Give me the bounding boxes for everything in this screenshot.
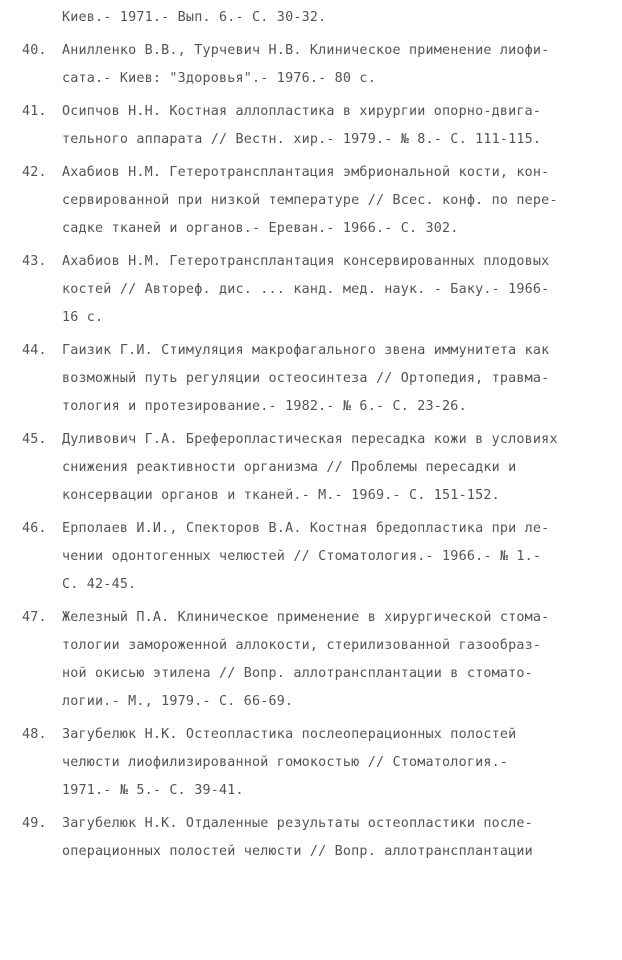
reference-line xyxy=(0,660,622,688)
reference-text: Гаизик Г.И. Стимуляция макрофагального звена иммунитета как xyxy=(62,343,550,358)
reference-text: Загубелюк Н.К. Остеопластика послеоперационных полостей xyxy=(62,727,517,742)
reference-line xyxy=(0,187,622,215)
reference-text: 1971.- № 5.- С. 39-41. xyxy=(62,783,244,798)
reference-line xyxy=(0,37,622,65)
reference-number: 46. xyxy=(22,521,47,536)
reference-entry-45 xyxy=(0,426,622,515)
reference-number: 49. xyxy=(22,816,47,831)
reference-text: челюсти лиофилизированной гомокостью // Стоматология.- xyxy=(62,755,509,770)
reference-line xyxy=(0,632,622,660)
reference-line xyxy=(0,838,622,866)
reference-entry-41 xyxy=(0,98,622,159)
reference-text: Дуливович Г.А. Бреферопластическая пересадка кожи в условиях xyxy=(62,432,558,447)
reference-line xyxy=(0,126,622,154)
reference-line xyxy=(0,810,622,838)
reference-text: снижения реактивности организма // Проблемы пересадки и xyxy=(62,460,517,475)
reference-number: 43. xyxy=(22,254,47,269)
reference-text: сата.- Киев: "Здоровья".- 1976.- 80 с. xyxy=(62,71,376,86)
reference-line xyxy=(0,749,622,777)
reference-line xyxy=(0,393,622,421)
reference-text: ной окисью этилена // Вопр. аллотрансплантации в стомато- xyxy=(62,666,533,681)
reference-number: 42. xyxy=(22,165,47,180)
reference-entry-44 xyxy=(0,337,622,426)
reference-entry-47 xyxy=(0,604,622,721)
reference-entry-40 xyxy=(0,37,622,98)
reference-text: Осипчов Н.Н. Костная аллопластика в хирургии опорно-двига- xyxy=(62,104,542,119)
reference-text: С. 42-45. xyxy=(62,577,137,592)
reference-line xyxy=(0,721,622,749)
reference-entry-49 xyxy=(0,810,622,871)
reference-number: 45. xyxy=(22,432,47,447)
reference-number: 48. xyxy=(22,727,47,742)
reference-number: 47. xyxy=(22,610,47,625)
reference-line xyxy=(0,159,622,187)
reference-list xyxy=(0,4,622,871)
reference-line xyxy=(0,215,622,243)
reference-text: возможный путь регуляции остеосинтеза // Ортопедия, травма- xyxy=(62,371,550,386)
reference-text: садке тканей и органов.- Ереван.- 1966.- С. 302. xyxy=(62,221,459,236)
reference-text: тельного аппарата // Вестн. хир.- 1979.- № 8.- С. 111-115. xyxy=(62,132,542,147)
reference-text: тологии замороженной аллокости, стерилизованной газообраз- xyxy=(62,638,542,653)
reference-line xyxy=(0,276,622,304)
reference-number: 41. xyxy=(22,104,47,119)
reference-text: чении одонтогенных челюстей // Стоматология.- 1966.- № 1.- xyxy=(62,549,542,564)
reference-line xyxy=(0,98,622,126)
reference-line xyxy=(0,543,622,571)
reference-line xyxy=(0,337,622,365)
reference-line xyxy=(0,482,622,510)
reference-line xyxy=(0,604,622,632)
reference-line xyxy=(0,515,622,543)
reference-text: сервированной при низкой температуре // Всес. конф. по пере- xyxy=(62,193,558,208)
reference-line xyxy=(0,571,622,599)
reference-text: 16 с. xyxy=(62,310,104,325)
reference-text: тология и протезирование.- 1982.- № 6.- С. 23-26. xyxy=(62,399,467,414)
reference-text: консервации органов и тканей.- М.- 1969.- С. 151-152. xyxy=(62,488,500,503)
reference-text: костей // Автореф. дис. ... канд. мед. наук. - Баку.- 1966- xyxy=(62,282,550,297)
reference-entry-46 xyxy=(0,515,622,604)
reference-line xyxy=(0,365,622,393)
reference-entry-48 xyxy=(0,721,622,810)
reference-entry-43 xyxy=(0,248,622,337)
reference-text: Ахабиов Н.М. Гетеротрансплантация консервированных плодовых xyxy=(62,254,550,269)
reference-line xyxy=(0,248,622,276)
reference-text: Киев.- 1971.- Вып. 6.- С. 30-32. xyxy=(62,10,327,25)
reference-line xyxy=(0,304,622,332)
reference-entry-42 xyxy=(0,159,622,248)
reference-line xyxy=(0,688,622,716)
reference-text: Ахабиов Н.М. Гетеротрансплантация эмбриональной кости, кон- xyxy=(62,165,550,180)
reference-text: Загубелюк Н.К. Отдаленные результаты остеопластики после- xyxy=(62,816,533,831)
reference-line xyxy=(0,426,622,454)
reference-number: 40. xyxy=(22,43,47,58)
reference-number: 44. xyxy=(22,343,47,358)
reference-entry-partial xyxy=(0,4,622,37)
reference-text: операционных полостей челюсти // Вопр. аллотрансплантации xyxy=(62,844,533,859)
reference-text: Железный П.А. Клиническое применение в хирургической стома- xyxy=(62,610,550,625)
reference-text: логии.- М., 1979.- С. 66-69. xyxy=(62,694,294,709)
reference-line xyxy=(0,454,622,482)
reference-line xyxy=(0,777,622,805)
reference-line xyxy=(0,65,622,93)
reference-text: Анилленко В.В., Турчевич Н.В. Клиническое применение лиофи- xyxy=(62,43,550,58)
reference-line xyxy=(0,4,622,32)
reference-text: Ерполаев И.И., Спекторов В.А. Костная бредопластика при ле- xyxy=(62,521,550,536)
